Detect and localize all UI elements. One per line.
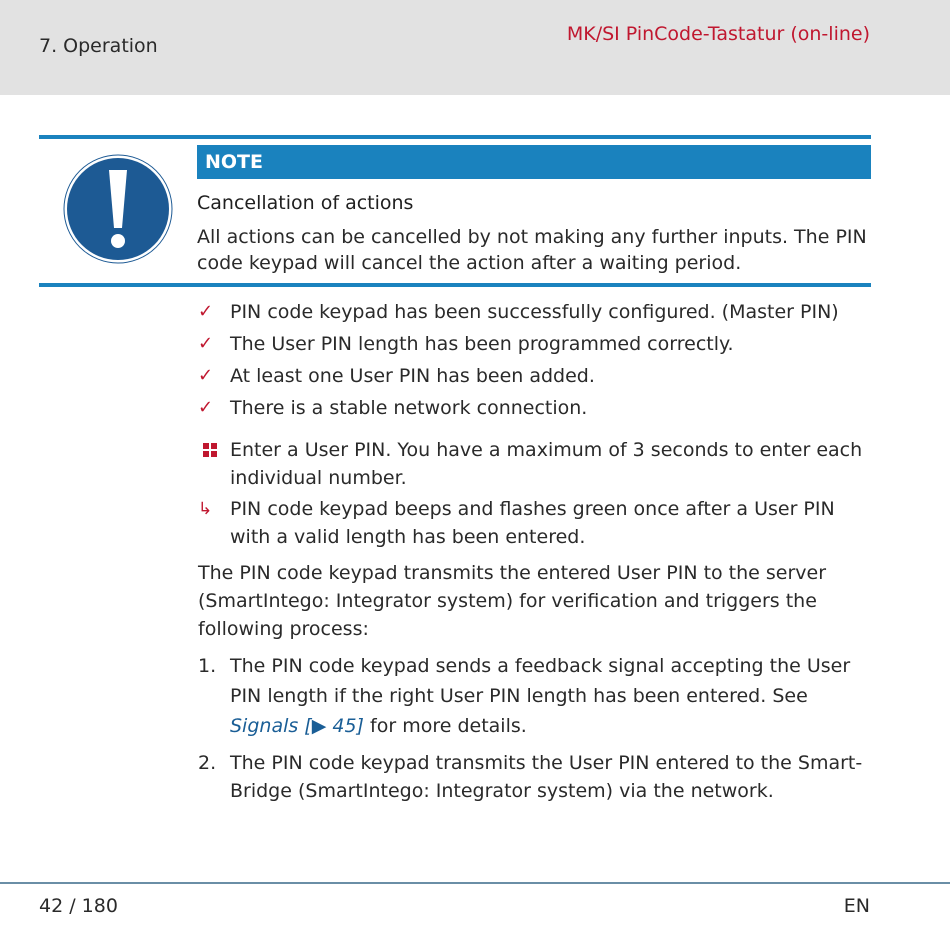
page-arrow-icon: ▶: [311, 715, 327, 737]
prerequisite-item: [198, 394, 878, 422]
prerequisite-text: There is a stable network connection.: [230, 397, 588, 419]
exclamation-icon: [63, 154, 173, 264]
process-paragraph: The PIN code keypad transmits the entered User PIN to the server (SmartIntego: Integrator system) for verification and triggers the following process:: [198, 562, 827, 640]
note-label: NOTE: [197, 145, 871, 179]
item-text-after: for more details.: [363, 715, 527, 737]
result-arrow-icon: ↳: [198, 499, 213, 519]
prerequisite-text: PIN code keypad has been successfully configured. (Master PIN): [230, 301, 839, 323]
item-text: The PIN code keypad transmits the User PIN entered to the Smart-Bridge (SmartIntego: Integrator system) via the network.: [230, 752, 863, 802]
item-text: The PIN code keypad sends a feedback signal accepting the User PIN length if the right User PIN length has been entered. See: [230, 655, 851, 707]
prerequisite-item: [198, 330, 878, 358]
item-number: 1.: [198, 655, 217, 677]
signals-link-page: 45]: [326, 715, 364, 737]
note-box: [39, 135, 871, 287]
numbered-item: [198, 651, 878, 741]
checkmark-icon: ✓: [198, 333, 214, 354]
result-text: PIN code keypad beeps and flashes green once after a User PIN with a valid length has been entered.: [230, 498, 835, 548]
numbered-item: [198, 749, 878, 805]
checkmark-icon: ✓: [198, 397, 214, 418]
page-number: 42 / 180: [39, 895, 118, 917]
language-code: EN: [843, 895, 870, 917]
step-grid-icon: [198, 443, 222, 457]
note-heading: Cancellation of actions: [197, 192, 414, 214]
main-content: [198, 298, 878, 805]
signals-link-text: Signals [: [230, 715, 312, 737]
prerequisite-item: [198, 362, 878, 390]
section-title: 7. Operation: [39, 35, 158, 57]
action-result: [198, 495, 878, 551]
checkmark-icon: ✓: [198, 301, 214, 322]
document-title: MK/SI PinCode-Tastatur (on-line): [566, 23, 870, 45]
prerequisite-text: At least one User PIN has been added.: [230, 365, 595, 387]
page-header: [0, 0, 950, 95]
note-text: All actions can be cancelled by not making any further inputs. The PIN code keypad will cancel the action after a waiting period.: [197, 226, 867, 274]
prerequisite-text: The User PIN length has been programmed correctly.: [230, 333, 734, 355]
footer-divider: [0, 882, 950, 884]
item-number: 2.: [198, 752, 217, 774]
step-text: Enter a User PIN. You have a maximum of 3 seconds to enter each individual number.: [230, 439, 863, 489]
signals-link[interactable]: [230, 715, 364, 737]
action-step: [198, 436, 878, 492]
checkmark-icon: ✓: [198, 365, 214, 386]
prerequisite-item: [198, 298, 878, 326]
